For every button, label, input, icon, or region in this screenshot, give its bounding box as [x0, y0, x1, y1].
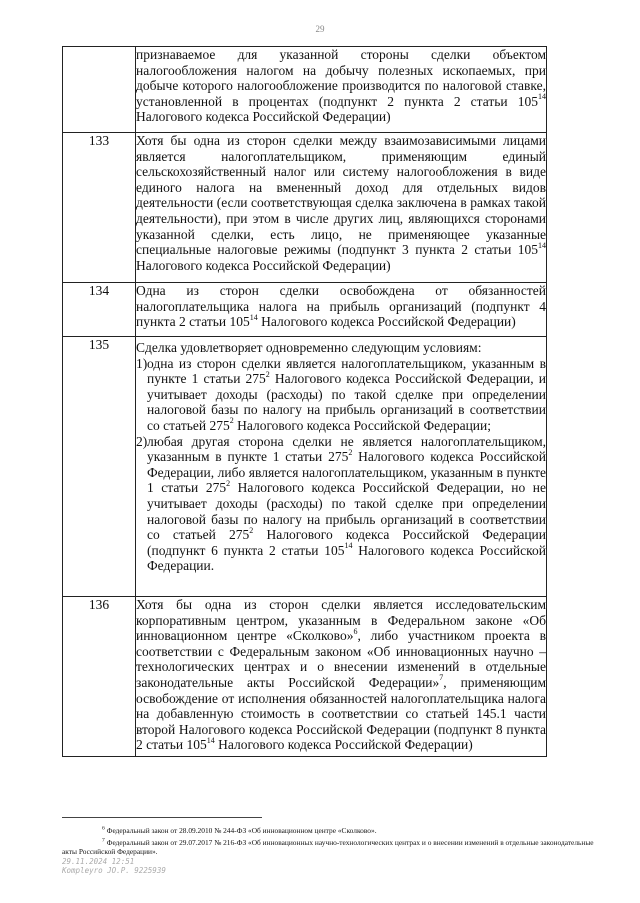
row-number: 136 — [63, 597, 136, 757]
footnote — [62, 836, 602, 857]
table-row — [63, 47, 547, 133]
stamp-date: 29.11.2024 12:51 — [62, 856, 135, 866]
row-text-cell — [136, 283, 547, 337]
list-marker: 1) — [136, 355, 148, 371]
table-row — [63, 597, 547, 757]
list-item-text: одна из сторон сделки является налогоплательщиком, указанным в пункте 1 статьи $275^2$ Налогового кодекса Российской Федерации, и учитывает доходы (расходы) по такой сделке при определении налоговой базы по налогу на прибыль организаций в соответствии со статьей $275^2$ Налогового кодекса Российской Федерации; — [147, 355, 546, 433]
row-text: Одна из сторон сделки освобождена от обязанностей налогоплательщика налога на прибыль организаций (подпункт 4 пункта 2 статьи $105^{14}$ Налогового кодекса Российской Федерации) — [136, 283, 546, 330]
row-number: 135 — [63, 337, 136, 597]
table-row — [63, 283, 547, 337]
footnotes — [62, 817, 602, 875]
footnote — [62, 825, 602, 836]
row-text-cell — [136, 47, 547, 133]
row-number: 133 — [63, 133, 136, 283]
list-item — [136, 434, 546, 574]
row-text-cell — [136, 337, 547, 597]
row-number — [63, 47, 136, 133]
document-stamp — [62, 857, 602, 875]
footnote-mark: 7 — [102, 837, 105, 844]
row-text: Хотя бы одна из сторон сделки между взаимозависимыми лицами является налогоплательщиком, применяющим единый сельскохозяйственный налог или систему налогообложения в виде единого налога на вмененный доход для отдельных видов деятельности (если соответствующая сделка заключена в рамках такой деятельности), при этом в числе других лиц, являющихся сторонами указанной сделки, есть лицо, не применяющее указанные специальные налоговые режимы (подпункт 3 пункта 2 статьи $105^{14}$ Налогового кодекса Российской Федерации) — [136, 133, 546, 273]
page-number: 29 — [315, 24, 325, 34]
row-number: 134 — [63, 283, 136, 337]
row-text: признаваемое для указанной стороны сделки объектом налогообложения налогом на добычу полезных ископаемых, при добыче которого налогообложение производится по налоговой ставке, установленной в процентах (подпункт 2 пункта 2 статьи $105^{14}$ Налогового кодекса Российской Федерации) — [136, 47, 546, 125]
row-text: Хотя бы одна из сторон сделки является исследовательским корпоративным центром, указанным в Федеральном законе «Об инновационном центре «Сколково»$^6$, либо участником проекта в соответствии с Федеральным законом «Об инновационных научно – технологических центрах и о внесении изменений в отдельные законодательные акты Российской Федерации»$^7$, применяющим освобождение от исполнения обязанностей налогоплательщика налога на добавленную стоимость в соответствии со статьей 145.1 части второй Налогового кодекса Российской Федерации (подпункт 8 пункта 2 статьи $105^{14}$ Налогового кодекса Российской Федерации) — [136, 597, 546, 753]
list-item-text: любая другая сторона сделки не является налогоплательщиком, указанным в пункте 1 статьи $275^2$ Налогового кодекса Российской Федерации, либо является налогоплательщиком, указанным в пункте 1 статьи $275^2$ Налогового кодекса Российской Федерации, но не учитывает доходы (расходы) по такой сделке при определении налоговой базы по налогу на прибыль организаций в соответствии со статьей $275^2$ Налогового кодекса Российской Федерации (подпункт 6 пункта 2 статьи $105^{14}$ Налогового кодекса Российской Федерации. — [147, 433, 547, 574]
footnote-text: Федеральный закон от 29.07.2017 № 216-ФЗ «Об инновационных научно-технологических центрах и о внесении изменений в отдельные законодательные акты Российской Федерации». — [62, 837, 594, 857]
row-text-cell — [136, 133, 547, 283]
footnote-divider — [62, 817, 262, 818]
row-text-cell — [136, 597, 547, 757]
stamp-author: Kompleyro JO.P. 9225939 — [62, 865, 166, 875]
list-item — [136, 356, 546, 434]
table-row — [63, 337, 547, 597]
criteria-table — [62, 46, 547, 757]
row-intro: Сделка удовлетворяет одновременно следующим условиям: — [136, 340, 482, 355]
footnote-text: Федеральный закон от 28.09.2010 № 244-ФЗ «Об инновационном центре «Сколково». — [106, 826, 377, 836]
list-marker: 2) — [136, 433, 148, 449]
footnote-mark: 6 — [102, 826, 105, 832]
table-row — [63, 133, 547, 283]
